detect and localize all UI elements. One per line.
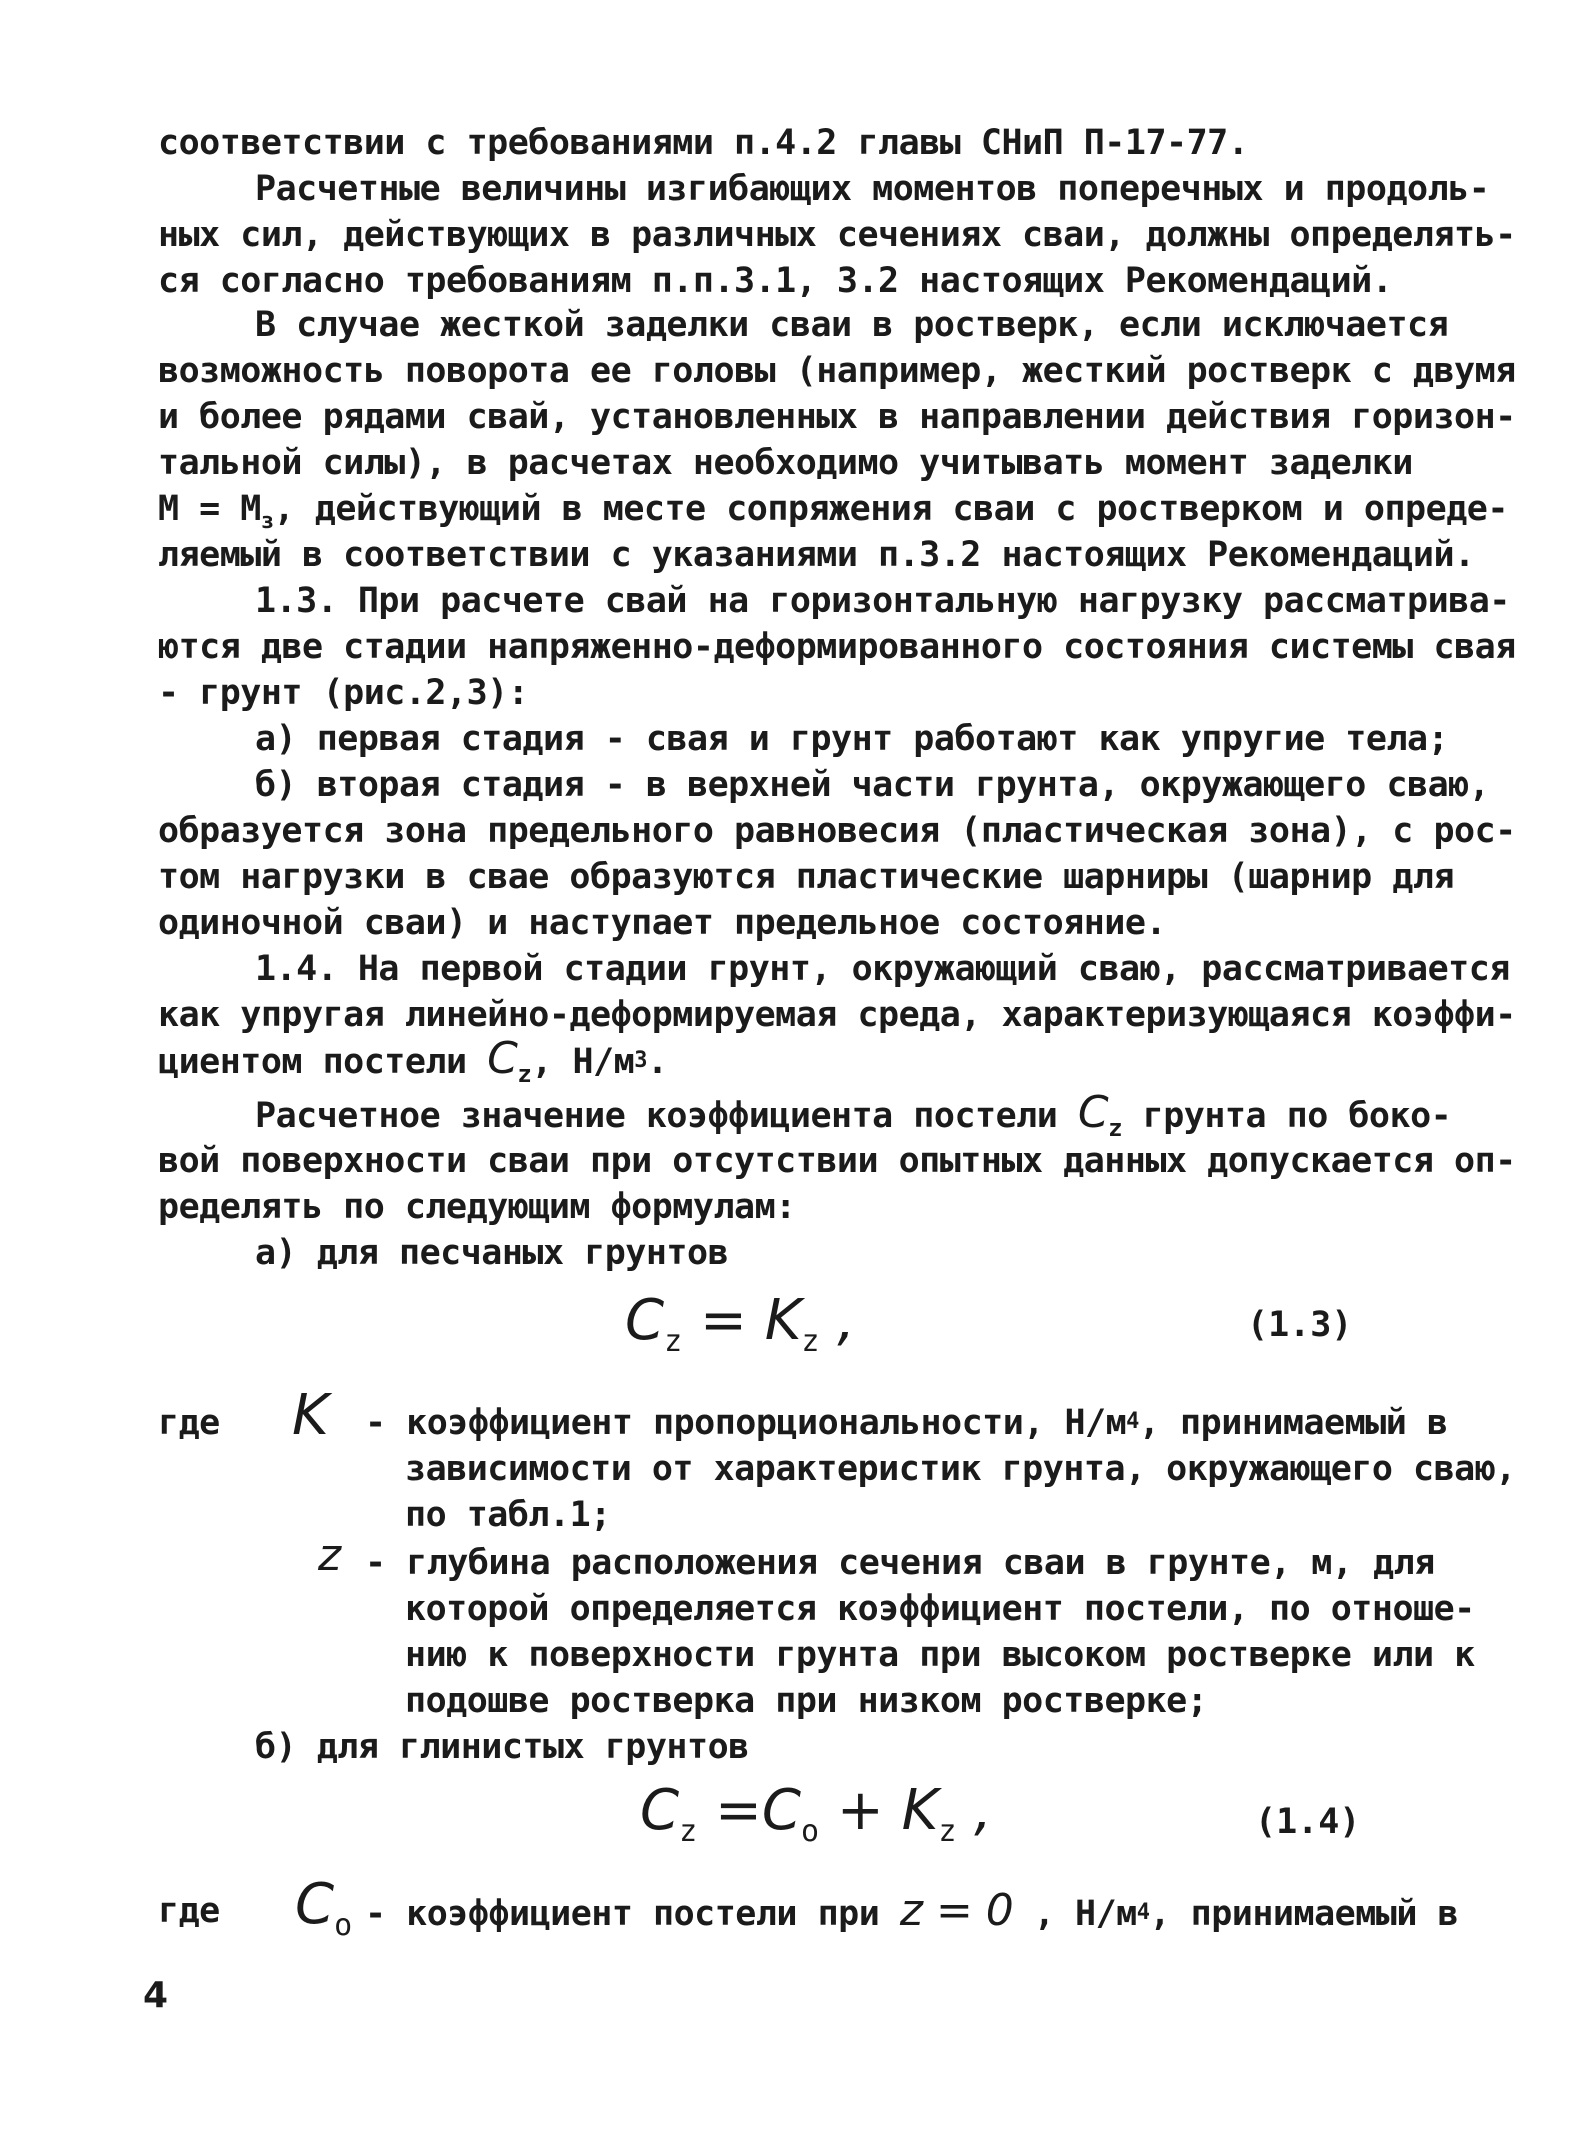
text-line: подошве ростверка при низком ростверке; [405, 1681, 1208, 1721]
equation-number: (1.4) [1255, 1802, 1361, 1842]
math-symbol: =C [697, 1778, 801, 1843]
text-span: - коэффициент пропорциональности, Н/м [365, 1403, 1127, 1443]
superscript: 3 [634, 1048, 647, 1073]
where-label: где [158, 1891, 220, 1931]
text-span: грунта по боко- [1122, 1096, 1452, 1136]
text-line: вой поверхности сваи при отсутствии опытных данных допускается оп- [158, 1141, 1516, 1181]
text-line: и более рядами свай, установленных в направлении действия горизон- [158, 397, 1516, 437]
superscript: 4 [1136, 1900, 1150, 1925]
text-line: ляемый в соответствии с указаниями п.3.2 настоящих Рекомендаций. [158, 535, 1475, 575]
superscript: 4 [1126, 1409, 1139, 1434]
list-item: а) для песчаных грунтов [255, 1233, 729, 1273]
text-line: одиночной сваи) и наступает предельное состояние. [158, 903, 1167, 943]
text-span: Расчетное значение коэффициента постели [255, 1096, 1078, 1136]
text-line: образуется зона предельного равновесия (пластическая зона), с рос- [158, 811, 1516, 851]
text-line: том нагрузки в сваe образуются пластические шарниры (шарнир для [158, 857, 1455, 897]
subscript: z [517, 1060, 532, 1088]
math-symbol: C [640, 1778, 680, 1843]
subscript: z [679, 1814, 698, 1849]
list-item: а) первая стадия - свая и грунт работают как упругие тела; [255, 719, 1449, 759]
text-line [365, 1885, 1459, 1942]
text-line [255, 1087, 1525, 1142]
text-line: тальной силы), в расчетах необходимо учитывать момент заделки [158, 443, 1413, 483]
text-line: Расчетные величины изгибающих моментов поперечных и продоль- [255, 169, 1490, 209]
subscript: o [801, 1814, 820, 1849]
subscript: z [938, 1814, 957, 1849]
math-symbol: z = 0 [899, 1885, 1014, 1936]
text-line [158, 1033, 1428, 1090]
math-symbol: , [819, 1288, 856, 1353]
moment-formula: M = M [158, 489, 261, 529]
math-symbol: , [956, 1778, 992, 1843]
math-symbol: + K [819, 1778, 939, 1843]
subscript: z [801, 1324, 820, 1359]
text-line: соответствии с требованиями п.4.2 главы СНиП П-17-77. [158, 123, 1249, 163]
list-item: б) вторая стадия - в верхней части грунта, окружающего сваю, [255, 765, 1490, 805]
text-line: ся согласно требованиям п.п.3.1, 3.2 настоящих Рекомендаций. [158, 261, 1393, 301]
math-symbol: z [318, 1530, 342, 1581]
equation-number: (1.3) [1247, 1305, 1353, 1345]
math-symbol: C [487, 1033, 518, 1084]
math-symbol: C [1077, 1087, 1109, 1138]
math-symbol: = K [682, 1288, 802, 1353]
formula-1-3 [625, 1288, 856, 1359]
subscript: z [1108, 1114, 1123, 1142]
text-line: 1.3. При расчете свай на горизонтальную нагрузку рассматрива- [255, 581, 1510, 621]
formula-1-4 [640, 1778, 992, 1849]
text-line [158, 486, 1508, 537]
text-line: нию к поверхности грунта при высоком ростверке или к [405, 1635, 1475, 1675]
subscript: z [664, 1324, 683, 1359]
text-line: 1.4. На первой стадии грунт, окружающий сваю, рассматривается [255, 949, 1510, 989]
text-span: , действующий в месте сопряжения сваи с ростверком и опреде- [273, 489, 1508, 529]
text-line: ных сил, действующих в различных сечениях сваи, должны определять- [158, 215, 1516, 255]
math-symbol: C [625, 1288, 665, 1353]
symbol-z [318, 1530, 341, 1581]
text-line: ределять по следующим формулам: [158, 1187, 796, 1227]
text-span: циентом постели [158, 1042, 488, 1082]
where-label: где [158, 1403, 220, 1443]
text-span: , принимаемый в [1138, 1403, 1448, 1443]
text-line: возможность поворота ее головы (например, жесткий ростверк с двумя [158, 351, 1516, 391]
text-span: , Н/м [531, 1042, 635, 1082]
text-line: В случае жесткой заделки сваи в ростверк, если исключается [255, 305, 1449, 345]
symbol-c0 [295, 1872, 353, 1943]
page-number: 4 [143, 1975, 169, 2016]
text-span: . [646, 1042, 668, 1082]
text-span: , принимаемый в [1149, 1894, 1459, 1934]
math-symbol: C [295, 1872, 335, 1937]
text-line: по табл.1; [405, 1495, 611, 1535]
text-span: - коэффициент постели при [365, 1894, 900, 1934]
subscript: o [334, 1908, 353, 1943]
text-line: - грунт (рис.2,3): [158, 673, 529, 713]
text-line: зависимости от характеристик грунта, окружающего сваю, [405, 1449, 1516, 1489]
symbol-k [292, 1383, 329, 1448]
text-line: которой определяется коэффициент постели, по отноше- [405, 1589, 1475, 1629]
text-span: , Н/м [1013, 1894, 1137, 1934]
math-symbol: K [292, 1383, 329, 1448]
text-line: - глубина расположения сечения сваи в грунте, м, для [365, 1543, 1435, 1583]
text-line: как упругая линейно-деформируемая среда, характеризующаяся коэффи- [158, 995, 1516, 1035]
text-line [365, 1400, 1448, 1451]
subscript: з [260, 509, 274, 534]
list-item: б) для глинистых грунтов [255, 1727, 749, 1767]
text-line: ются две стадии напряженно-деформированного состояния системы свая [158, 627, 1516, 667]
